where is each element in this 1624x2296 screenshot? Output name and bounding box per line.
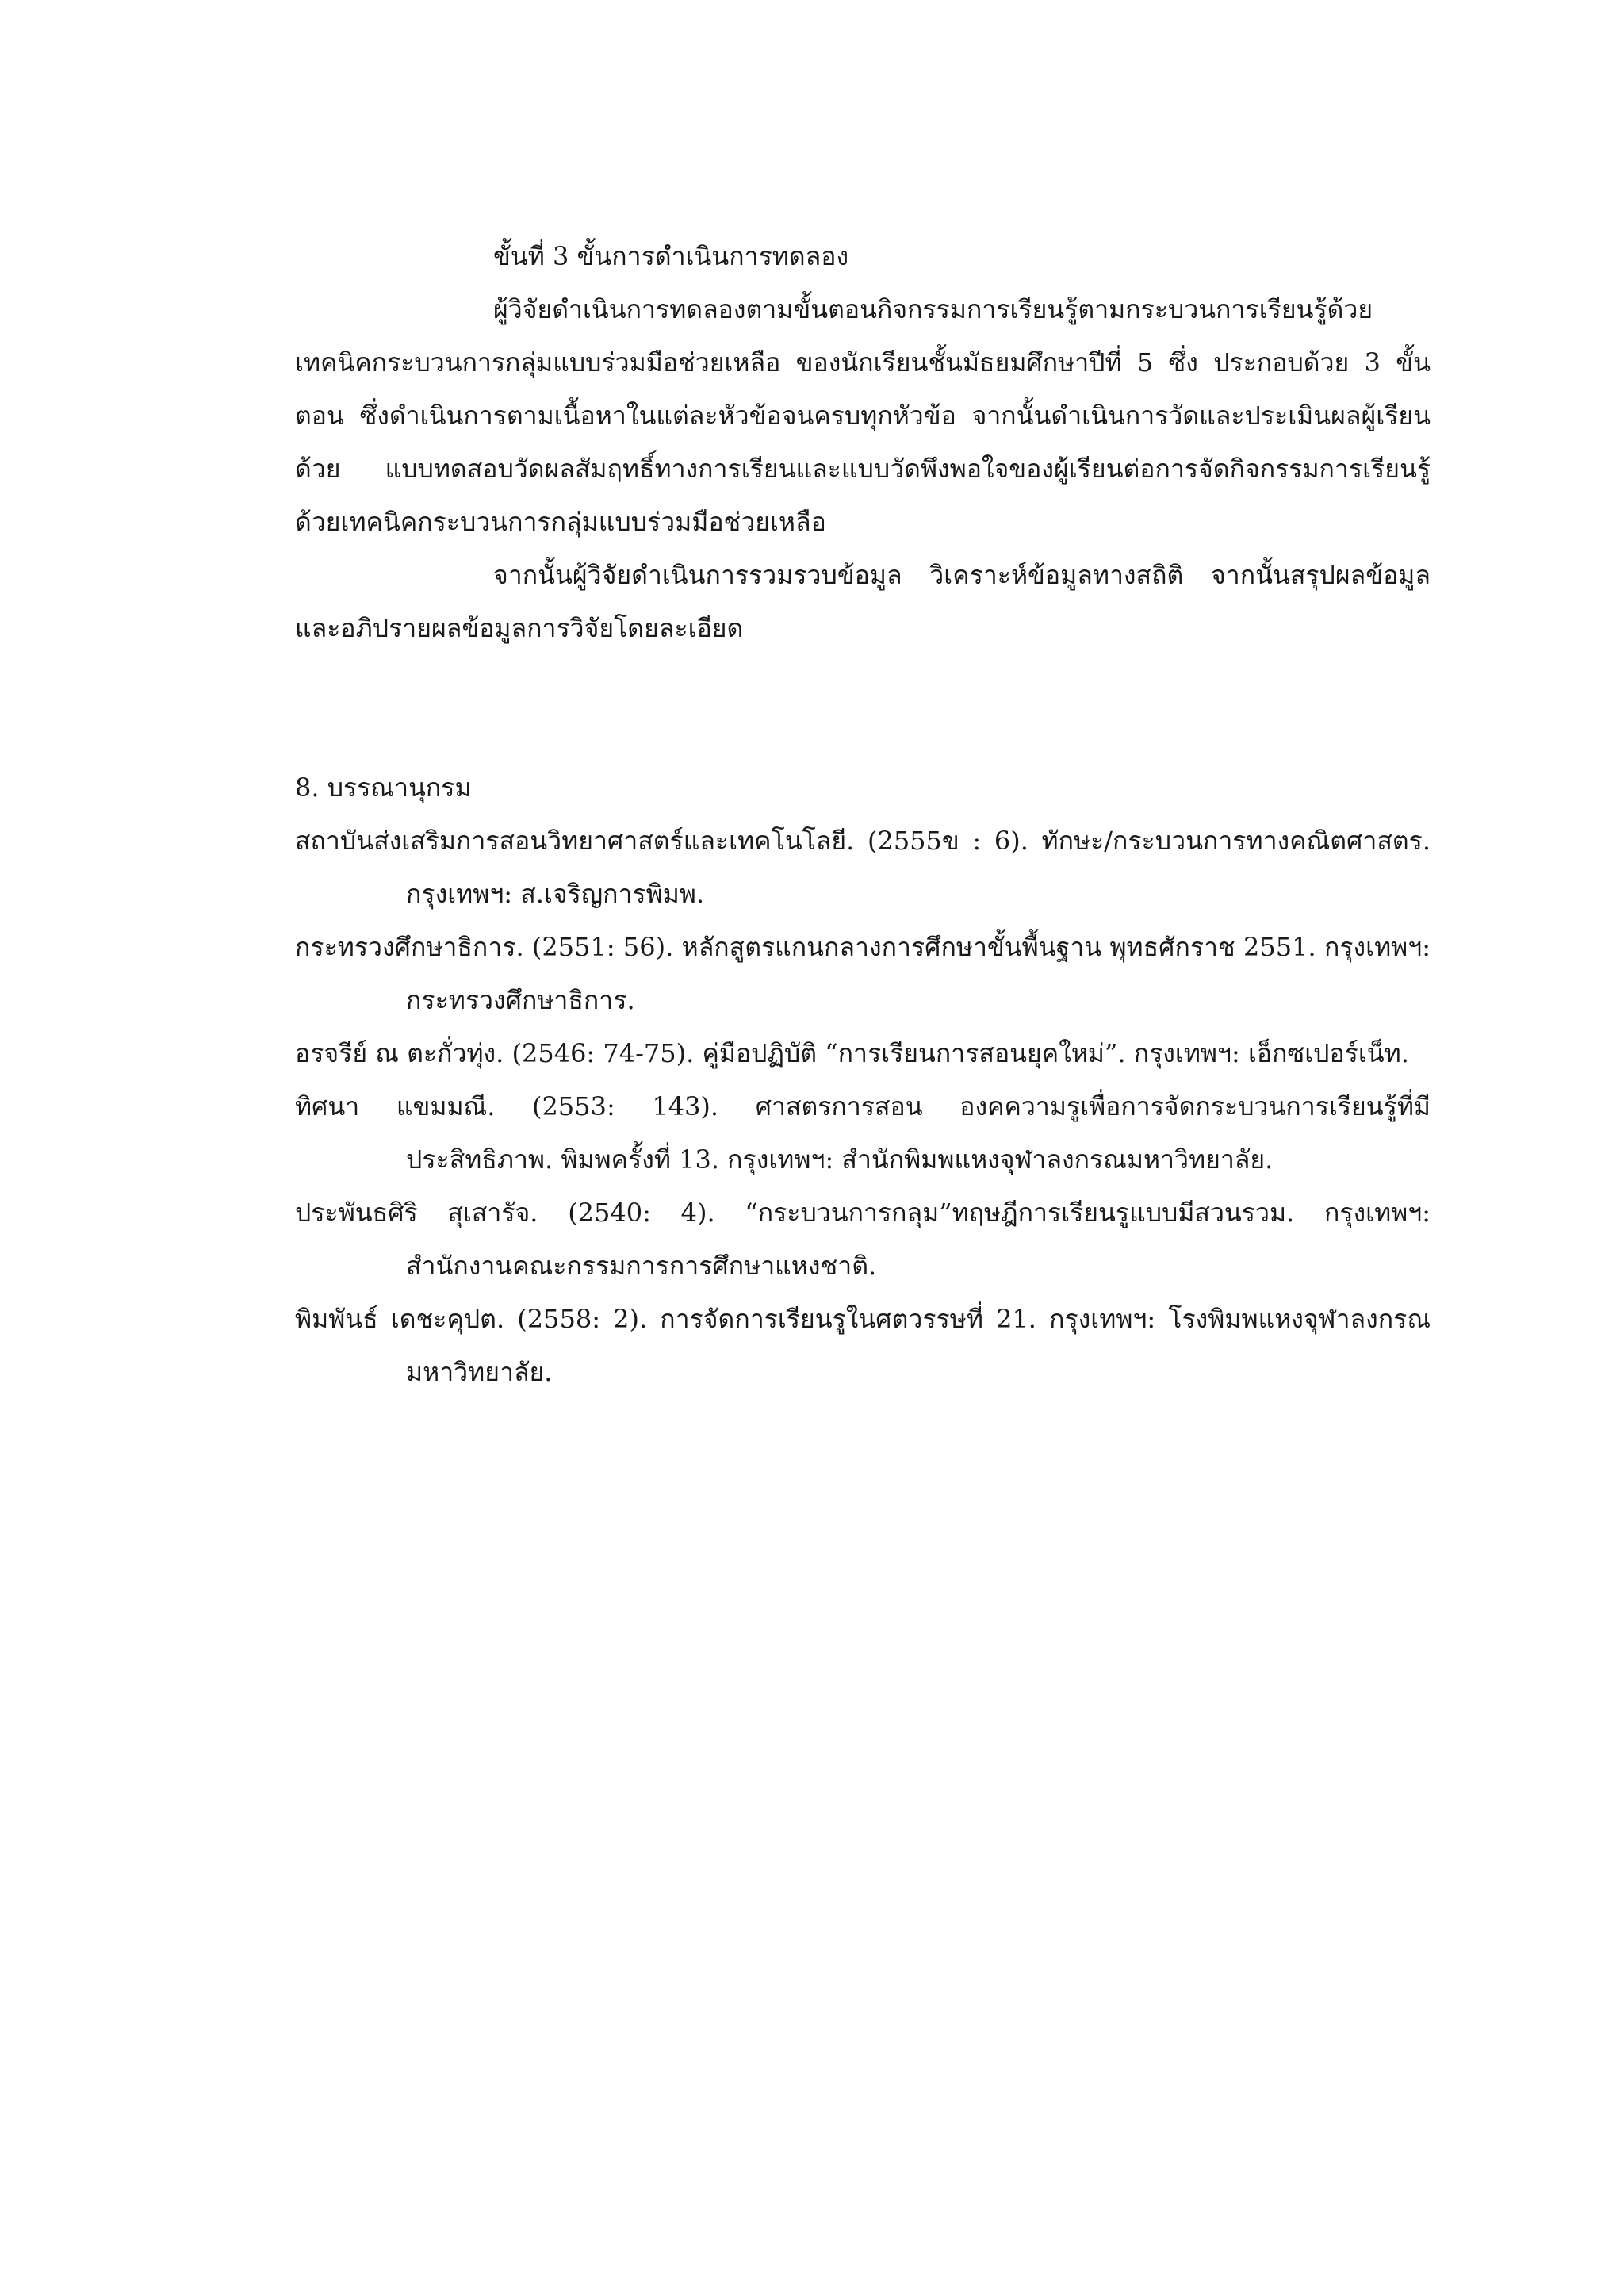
reference-entry: อรจรีย์ ณ ตะกั่วทุ่ง. (2546: 74-75). คู่มือปฏิบัติ “การเรียนการสอนยุคใหม่”. กรุงเทพฯ: เอ็กซเปอร์เน็ท. xyxy=(295,1038,1409,1068)
analysis-paragraph: จากนั้นผู้วิจัยดำเนินการรวมรวบข้อมูล วิเคราะห์ข้อมูลทางสถิติ จากนั้นสรุปผลข้อมูลและอภิปรายผลข้อมูลการวิจัยโดยละเอียด xyxy=(295,560,1431,643)
reference-entry: สถาบันส่งเสริมการสอนวิทยาศาสตร์และเทคโนโลยี. (2555ข : 6). ทักษะ/กระบวนการทางคณิตศาสตร. กรุงเทพฯ: ส.เจริญการพิมพ. xyxy=(295,826,1431,909)
reference-entry: กระทรวงศึกษาธิการ. (2551: 56). หลักสูตรแกนกลางการศึกษาขั้นพื้นฐาน พุทธศักราช 2551. กรุงเทพฯ: กระทรวงศึกษาธิการ. xyxy=(295,932,1431,1015)
step-heading: ขั้นที่ 3 ขั้นการดำเนินการทดลอง xyxy=(493,241,849,271)
reference-entry: ประพันธศิริ สุเสารัจ. (2540: 4). “กระบวนการกลุม”ทฤษฎีการเรียนรูแบบมีสวนรวม. กรุงเทพฯ: สำนักงานคณะกรรมการการศึกษาแหงชาติ. xyxy=(295,1198,1431,1281)
section-spacer xyxy=(295,655,1431,761)
bibliography-title: 8. บรรณานุกรม xyxy=(295,772,472,803)
reference-entry: ทิศนา แขมมณี. (2553: 143). ศาสตรการสอน องคความรูเพื่อการจัดกระบวนการเรียนรู้ที่มีประสิทธิภาพ. พิมพครั้งที่ 13. กรุงเทพฯ: สำนักพิมพแหงจุฬาลงกรณมหาวิทยาลัย. xyxy=(295,1091,1431,1175)
reference-list xyxy=(295,815,1431,1399)
page-content xyxy=(295,230,1431,1399)
experiment-paragraph: ผู้วิจัยดำเนินการทดลองตามขั้นตอนกิจกรรมการเรียนรู้ตามกระบวนการเรียนรู้ด้วยเทคนิคกระบวนการกลุ่มแบบร่วมมือช่วยเหลือ ของนักเรียนชั้นมัธยมศึกษาปีที่ 5 ซึ่ง ประกอบด้วย 3 ขั้นตอน ซึ่งดำเนินการตามเนื้อหาในแต่ละหัวข้อจนครบทุกหัวข้อ จากนั้นดำเนินการวัดและประเมินผลผู้เรียนด้วย แบบทดสอบวัดผลสัมฤทธิ์ทางการเรียนและแบบวัดพึงพอใจของผู้เรียนต่อการจัดกิจกรรมการเรียนรู้ด้วยเทคนิคกระบวนการกลุ่มแบบร่วมมือช่วยเหลือ xyxy=(295,294,1431,537)
reference-entry: พิมพันธ์ เดชะคุปต. (2558: 2). การจัดการเรียนรูในศตวรรษที่ 21. กรุงเทพฯ: โรงพิมพแหงจุฬาลงกรณมหาวิทยาลัย. xyxy=(295,1304,1431,1387)
